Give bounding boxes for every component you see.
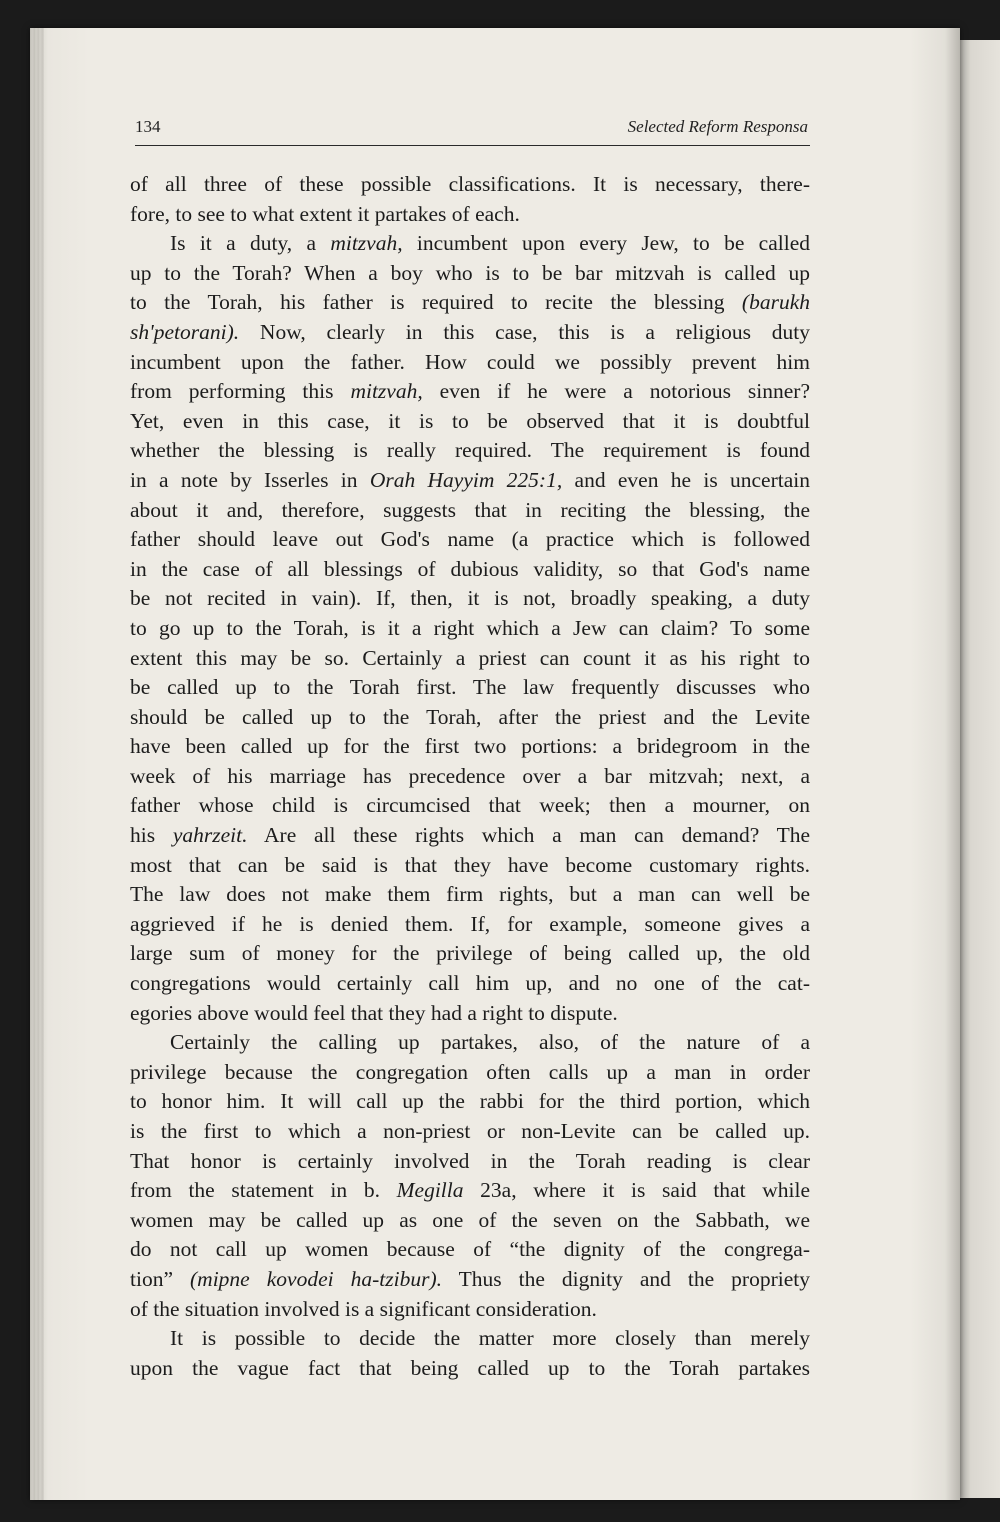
text-line: be called up to the Torah first. The law frequently discusses who (130, 675, 810, 700)
text-line: tion” (mipne kovodei ha-tzibur). Thus the dignity and the propriety (130, 1266, 810, 1291)
page-edges (30, 28, 44, 1500)
text-line: Certainly the calling up partakes, also, of the nature of a (170, 1030, 810, 1055)
text-line: to the Torah, his father is required to recite the blessing (barukh (130, 290, 810, 315)
text-line: privilege because the congregation often calls up a man in order (130, 1059, 810, 1084)
text-line: whether the blessing is really required. The requirement is found (130, 438, 810, 463)
text-line: It is possible to decide the matter more closely than merely (170, 1326, 810, 1351)
text-line: to go up to the Torah, is it a right which a Jew can claim? To some (130, 615, 810, 640)
text-line: large sum of money for the privilege of being called up, the old (130, 941, 810, 966)
page-number: 134 (135, 117, 161, 136)
text-line: The law does not make them firm rights, but a man can well be (130, 882, 810, 907)
text-line: extent this may be so. Certainly a priest can count it as his right to (130, 645, 810, 670)
text-line: incumbent upon the father. How could we possibly prevent him (130, 349, 810, 374)
text-line: That honor is certainly involved in the Torah reading is clear (130, 1148, 810, 1173)
running-header (135, 115, 810, 146)
text-line: upon the vague fact that being called up to the Torah partakes (130, 1355, 810, 1380)
text-line: father should leave out God's name (a practice which is followed (130, 527, 810, 552)
text-line: women may be called up as one of the seven on the Sabbath, we (130, 1207, 810, 1232)
running-title: Selected Reform Responsa (627, 117, 808, 136)
text-line: Is it a duty, a mitzvah, incumbent upon every Jew, to be called (170, 231, 810, 256)
text-line: in a note by Isserles in Orah Hayyim 225:1, and even he is uncertain (130, 467, 810, 492)
text-line: aggrieved if he is denied them. If, for example, someone gives a (130, 911, 810, 936)
text-line: should be called up to the Torah, after the priest and the Levite (130, 704, 810, 729)
body-text (130, 170, 810, 1383)
text-line: egories above would feel that they had a right to dispute. (130, 1000, 618, 1025)
text-line: is the first to which a non-priest or non-Levite can be called up. (130, 1119, 810, 1143)
text-line: congregations would certainly call him up, and no one of the cat- (130, 971, 810, 996)
adjacent-page-edge (955, 40, 1000, 1498)
text-line: in the case of all blessings of dubious validity, so that God's name (130, 556, 810, 581)
text-line: from performing this mitzvah, even if he were a notorious sinner? (130, 379, 810, 404)
text-line: of all three of these possible classifications. It is necessary, there- (130, 172, 810, 196)
text-line: to honor him. It will call up the rabbi for the third portion, which (130, 1089, 810, 1114)
text-line: week of his marriage has precedence over a bar mitzvah; next, a (130, 763, 810, 788)
text-line: of the situation involved is a significant consideration. (130, 1296, 597, 1321)
text-line: sh'petorani). Now, clearly in this case, this is a religious duty (130, 319, 810, 344)
text-line: be not recited in vain). If, then, it is not, broadly speaking, a duty (130, 586, 810, 611)
text-line: most that can be said is that they have become customary rights. (130, 852, 810, 877)
text-line: his yahrzeit. Are all these rights which a man can demand? The (130, 823, 811, 848)
text-line: fore, to see to what extent it partakes of each. (130, 201, 520, 226)
text-line: have been called up for the first two portions: a bridegroom in the (130, 734, 810, 759)
text-line: from the statement in b. Megilla 23a, where it is said that while (130, 1178, 811, 1203)
text-line: father whose child is circumcised that week; then a mourner, on (130, 793, 810, 818)
text-line: Yet, even in this case, it is to be observed that it is doubtful (130, 408, 810, 433)
text-line: do not call up women because of “the dignity of the congrega- (130, 1237, 810, 1262)
text-line: up to the Torah? When a boy who is to be bar mitzvah is called up (130, 260, 810, 285)
text-line: about it and, therefore, suggests that in reciting the blessing, the (130, 497, 810, 522)
